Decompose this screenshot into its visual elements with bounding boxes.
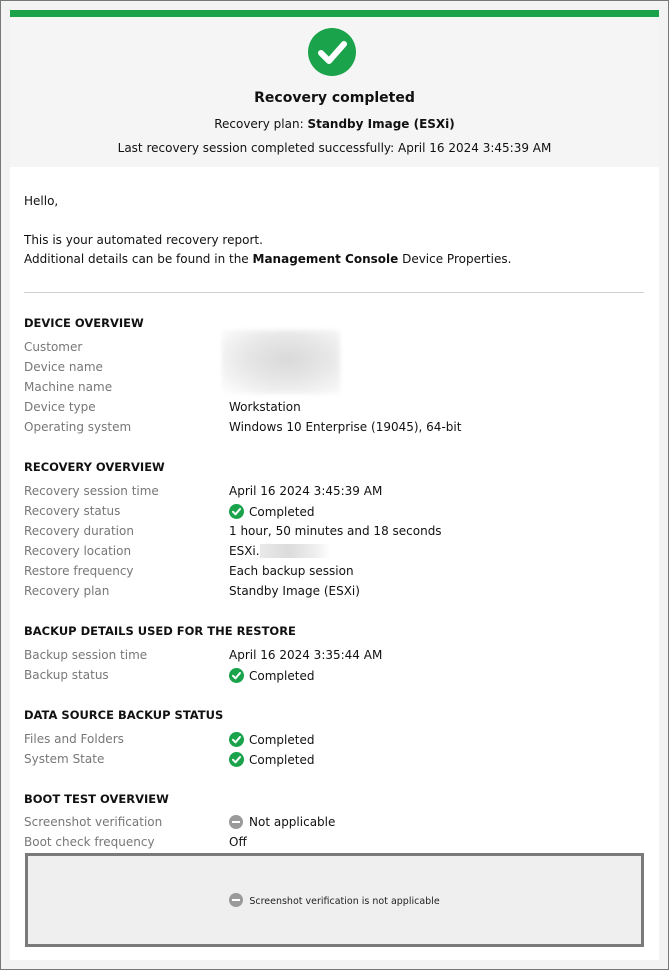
recovery-session-time-value: April 16 2024 3:45:39 AM bbox=[229, 484, 383, 498]
recovery-overview-title: RECOVERY OVERVIEW bbox=[24, 460, 165, 474]
system-state-value bbox=[229, 752, 314, 767]
check-circle-icon bbox=[229, 668, 244, 683]
machine-name-row bbox=[24, 380, 644, 400]
customer-row bbox=[24, 340, 644, 360]
data-source-title: DATA SOURCE BACKUP STATUS bbox=[24, 708, 224, 722]
recovery-duration-row bbox=[24, 524, 644, 544]
recovery-status-text: Completed bbox=[249, 505, 315, 519]
files-folders-value bbox=[229, 732, 314, 747]
recovery-duration-label: Recovery duration bbox=[24, 524, 134, 538]
recovery-status-row bbox=[24, 504, 644, 524]
backup-status-text: Completed bbox=[249, 669, 315, 683]
os-label: Operating system bbox=[24, 420, 132, 434]
screenshot-placeholder bbox=[25, 853, 644, 947]
restore-frequency-row bbox=[24, 564, 644, 584]
os-value: Windows 10 Enterprise (19045), 64-bit bbox=[229, 420, 462, 434]
check-circle-icon bbox=[229, 752, 244, 767]
restore-frequency-label: Restore frequency bbox=[24, 564, 134, 578]
intro-line-2 bbox=[24, 252, 511, 266]
recovery-location-row bbox=[24, 544, 644, 564]
restore-frequency-value: Each backup session bbox=[229, 564, 354, 578]
screenshot-placeholder-text: Screenshot verification is not applicable bbox=[249, 896, 440, 907]
recovery-status-label: Recovery status bbox=[24, 504, 121, 518]
recovery-duration-value: 1 hour, 50 minutes and 18 seconds bbox=[229, 524, 442, 538]
intro-line-2-prefix: Additional details can be found in the bbox=[24, 252, 253, 266]
check-circle-icon bbox=[229, 504, 244, 519]
backup-details-title: BACKUP DETAILS USED FOR THE RESTORE bbox=[24, 624, 296, 638]
recovery-session-time-row bbox=[24, 484, 644, 504]
backup-session-time-value: April 16 2024 3:35:44 AM bbox=[229, 648, 383, 662]
screenshot-verification-value bbox=[229, 815, 335, 829]
customer-label: Customer bbox=[24, 340, 83, 354]
recovery-location-value bbox=[229, 544, 330, 558]
machine-name-label: Machine name bbox=[24, 380, 113, 394]
header-recovery-plan bbox=[10, 117, 659, 131]
not-applicable-icon bbox=[229, 815, 243, 829]
boot-test-title: BOOT TEST OVERVIEW bbox=[24, 792, 169, 806]
recovery-location-text: ESXi. bbox=[229, 544, 260, 558]
device-type-value: Workstation bbox=[229, 400, 301, 414]
screenshot-verification-text: Not applicable bbox=[249, 815, 336, 829]
check-circle-icon bbox=[229, 732, 244, 747]
redacted-location bbox=[260, 544, 330, 558]
device-name-row bbox=[24, 360, 644, 380]
intro-line-2-suffix: Device Properties. bbox=[398, 252, 512, 266]
screenshot-placeholder-message bbox=[28, 893, 641, 907]
divider bbox=[24, 292, 644, 293]
status-bar bbox=[10, 10, 659, 17]
system-state-status-text: Completed bbox=[249, 753, 315, 767]
screenshot-verification-label: Screenshot verification bbox=[24, 815, 163, 829]
backup-status-value bbox=[229, 668, 314, 683]
os-row bbox=[24, 420, 644, 440]
files-folders-status-text: Completed bbox=[249, 733, 315, 747]
not-applicable-icon bbox=[229, 893, 243, 907]
boot-check-frequency-label: Boot check frequency bbox=[24, 835, 155, 849]
greeting: Hello, bbox=[24, 194, 59, 208]
recovery-session-time-label: Recovery session time bbox=[24, 484, 159, 498]
device-overview-title: DEVICE OVERVIEW bbox=[24, 316, 144, 330]
page-title: Recovery completed bbox=[254, 90, 415, 106]
backup-session-time-label: Backup session time bbox=[24, 648, 148, 662]
device-type-label: Device type bbox=[24, 400, 96, 414]
system-state-row bbox=[24, 752, 644, 772]
screenshot-verification-row bbox=[24, 815, 644, 835]
report-header bbox=[10, 17, 659, 167]
management-console-text: Management Console bbox=[252, 252, 399, 266]
recovery-location-label: Recovery location bbox=[24, 544, 132, 558]
files-folders-label: Files and Folders bbox=[24, 732, 124, 746]
recovery-status-value bbox=[229, 504, 314, 519]
plan-name: Standby Image (ESXi) bbox=[307, 117, 455, 131]
recovery-plan-label: Recovery plan bbox=[24, 584, 110, 598]
backup-status-row bbox=[24, 668, 644, 688]
boot-check-frequency-value: Off bbox=[229, 835, 247, 849]
backup-status-label: Backup status bbox=[24, 668, 109, 682]
recovery-plan-value: Standby Image (ESXi) bbox=[229, 584, 360, 598]
files-folders-row bbox=[24, 732, 644, 752]
backup-session-time-row bbox=[24, 648, 644, 668]
device-type-row bbox=[24, 400, 644, 420]
plan-prefix: Recovery plan: bbox=[214, 117, 308, 131]
intro-line-1: This is your automated recovery report. bbox=[24, 233, 263, 247]
report-body bbox=[10, 167, 659, 960]
last-session-text: Last recovery session completed successfully: April 16 2024 3:45:39 AM bbox=[117, 141, 552, 155]
check-circle-icon bbox=[308, 28, 356, 76]
system-state-label: System State bbox=[24, 752, 105, 766]
device-name-label: Device name bbox=[24, 360, 103, 374]
recovery-plan-row bbox=[24, 584, 644, 604]
boot-check-frequency-row bbox=[24, 835, 644, 855]
